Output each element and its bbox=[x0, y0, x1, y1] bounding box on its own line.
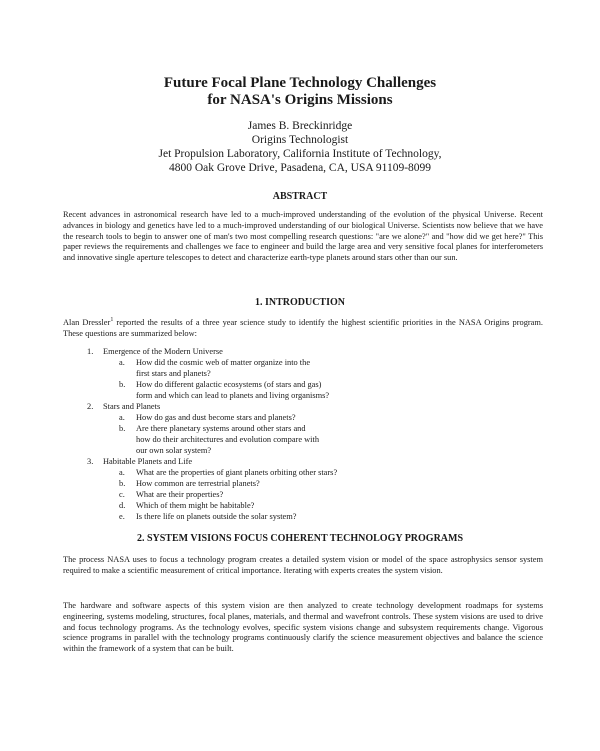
question-2-label: Stars and Planets bbox=[103, 402, 161, 411]
question-3b-text: How common are terrestrial planets? bbox=[136, 479, 260, 488]
question-2b-line2: how do their architectures and evolution compare with bbox=[136, 435, 320, 444]
question-2b-label: b. bbox=[119, 424, 126, 433]
intro-lead-rest: reported the results of a three year science study to identify the highest scientific priorities in the NASA Origins program. These questions are summarized below: bbox=[63, 318, 543, 338]
paper-title-line1: Future Focal Plane Technology Challenges bbox=[163, 75, 437, 91]
question-3c-text: What are their properties? bbox=[136, 490, 224, 499]
intro-lead-author: Alan Dressler bbox=[63, 318, 111, 327]
question-3a-label: a. bbox=[119, 468, 125, 477]
author-name: James B. Breckinridge bbox=[247, 120, 353, 132]
question-2-number: 2. bbox=[87, 402, 94, 411]
question-3-label: Habitable Planets and Life bbox=[103, 457, 193, 466]
question-2a-text: How do gas and dust become stars and planets? bbox=[136, 413, 296, 422]
question-1a-line2: first stars and planets? bbox=[136, 369, 211, 378]
question-3b-label: b. bbox=[119, 479, 126, 488]
question-1-number: 1. bbox=[87, 347, 94, 356]
question-2a-label: a. bbox=[119, 413, 125, 422]
question-3d-text: Which of them might be habitable? bbox=[136, 501, 255, 510]
question-3d-label: d. bbox=[119, 501, 126, 510]
question-1b-label: b. bbox=[119, 380, 126, 389]
section-2-paragraph-1: The process NASA uses to focus a technology program creates a detailed system vision or model of the space astrophysics sensor system required to make a scientific measurement of critical importance. Iterating with experts creates the system vision. bbox=[63, 555, 543, 575]
question-1b-line2: form and which can lead to planets and living organisms? bbox=[136, 391, 330, 400]
question-2b-line1: Are there planetary systems around other stars and bbox=[136, 424, 306, 433]
question-1a-line1: How did the cosmic web of matter organize into the bbox=[136, 358, 311, 367]
question-3e-label: e. bbox=[119, 512, 125, 521]
author-position: Origins Technologist bbox=[251, 134, 349, 146]
question-3a-text: What are the properties of giant planets orbiting other stars? bbox=[136, 468, 338, 477]
question-1a-label: a. bbox=[119, 358, 125, 367]
intro-paragraph bbox=[63, 318, 543, 340]
abstract-heading: ABSTRACT bbox=[272, 191, 328, 202]
question-3-number: 3. bbox=[87, 457, 94, 466]
abstract-text: Recent advances in astronomical research have led to a much-improved understanding of the evolution of the physical Universe. Recent advances in biology and genetics have led to a much-improved understanding of our biological Universe. Scientists now believe that we have the research tools to begin to answer one of man's two most compelling research questions: "are we alone?" and "how did we get here?" This paper reviews the requirements and challenges we face to engineer and build the large area and very sensitive focal planes for interferometers and innovative single aperture telescopes to detect and characterize earth-type planets around stars other than our sun. bbox=[63, 210, 543, 263]
section-2-paragraph-2: The hardware and software aspects of this system vision are then analyzed to create technology development roadmaps for systems engineering, systems modeling, structures, focal planes, materials, and thermal and wavefront controls. These system visions are used to drive and focus technology programs. As the technology evolves, specific system visions change and subsystem requirements change. Vigorous science programs in parallel with the technology programs continuously clarify the science measurement objectives and balance the science within the framework of a system that can be built. bbox=[63, 601, 543, 654]
question-1b-line1: How do different galactic ecosystems (of stars and gas) bbox=[136, 380, 322, 389]
author-address: 4800 Oak Grove Drive, Pasadena, CA, USA 91109-8099 bbox=[168, 162, 432, 174]
intro-heading: 1. INTRODUCTION bbox=[254, 297, 345, 308]
author-affiliation: Jet Propulsion Laboratory, California Institute of Technology, bbox=[158, 148, 442, 160]
question-3c-label: c. bbox=[119, 490, 125, 499]
section-2-heading: 2. SYSTEM VISIONS FOCUS COHERENT TECHNOLOGY PROGRAMS bbox=[136, 533, 464, 544]
paper-title-line2: for NASA's Origins Missions bbox=[207, 92, 393, 108]
question-1-label: Emergence of the Modern Universe bbox=[103, 347, 223, 356]
question-3e-text: Is there life on planets outside the solar system? bbox=[136, 512, 297, 521]
footnote-marker: 1 bbox=[110, 317, 114, 324]
question-2b-line3: our own solar system? bbox=[136, 446, 212, 455]
